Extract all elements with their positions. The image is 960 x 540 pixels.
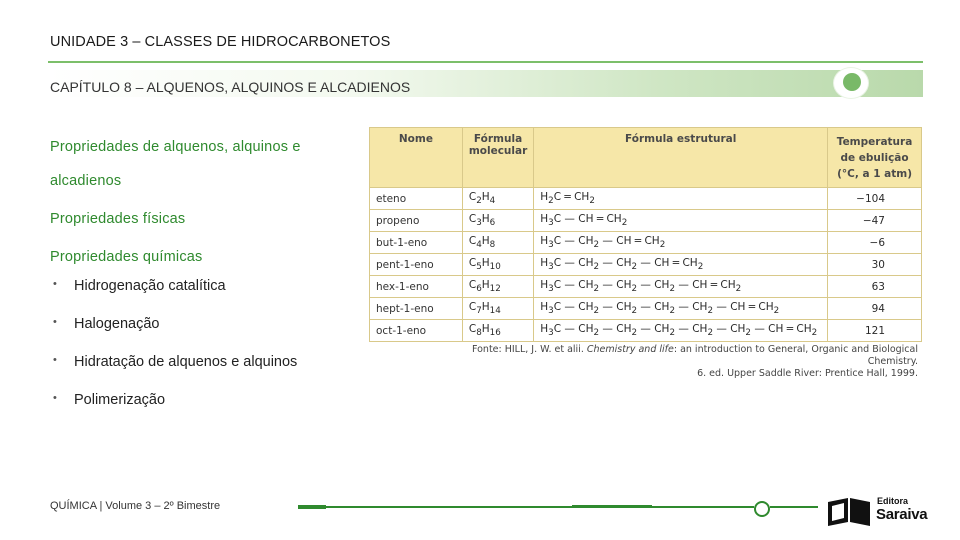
book-logo-icon	[826, 496, 872, 526]
cell-structural-formula: $H_2C$ ═ $CH_2$	[534, 188, 828, 210]
bullet-text: Halogenação	[74, 316, 160, 332]
cell-structural-formula: $H_3C$ — $CH_2$ — $CH_2$ — $CH_2$ — CH ═ $CH_2$	[534, 276, 828, 298]
bullet-text: Polimerização	[74, 392, 166, 408]
chapter-title: CAPÍTULO 8 – ALQUENOS, ALQUINOS E ALCADIENOS	[50, 79, 411, 95]
footer-rule-accent	[572, 505, 652, 508]
header-structural-formula: Fórmula estrutural	[534, 128, 828, 188]
table-header-row	[370, 128, 922, 188]
header-boiling-point: Temperatura de ebulição (°C, a 1 atm)	[828, 128, 922, 188]
cell-structural-formula: $H_3C$ — $CH_2$ — $CH_2$ — $CH_2$ — $CH_2$ — CH ═ $CH_2$	[534, 298, 828, 320]
cell-boiling-point: 94	[828, 298, 922, 320]
footer-text: QUÍMICA | Volume 3 – 2º Bimestre	[50, 500, 221, 512]
cell-name: pent-1-eno	[370, 254, 463, 276]
cell-boiling-point: 63	[828, 276, 922, 298]
footer-circle-icon	[754, 501, 770, 517]
cell-molecular-formula: $C_4H_8$	[462, 232, 533, 254]
source-title: Chemistry and life	[586, 344, 674, 355]
header-name: Nome	[370, 128, 463, 188]
bullet-icon: •	[53, 392, 57, 404]
cell-structural-formula: $H_3C$ — $CH_2$ — CH ═ $CH_2$	[534, 232, 828, 254]
cell-boiling-point: 30	[828, 254, 922, 276]
source-line2: 6. ed. Upper Saddle River: Prentice Hall, 1999.	[697, 368, 918, 379]
topics-column	[50, 130, 350, 276]
unit-title: UNIDADE 3 – CLASSES DE HIDROCARBONETOS	[50, 34, 391, 50]
bullet-icon: •	[53, 278, 57, 290]
table-row	[370, 298, 922, 320]
source-rest: : an introduction to General, Organic and Biological Chemistry.	[673, 344, 918, 367]
topic-chemical-properties: Propriedades químicas	[50, 249, 203, 265]
table-row	[370, 232, 922, 254]
cell-name: eteno	[370, 188, 463, 210]
source-prefix: Fonte: HILL, J. W. et alii.	[471, 344, 587, 355]
cell-boiling-point: −104	[828, 188, 922, 210]
cell-structural-formula: $H_3C$ — CH ═ $CH_2$	[534, 210, 828, 232]
cell-name: propeno	[370, 210, 463, 232]
cell-name: but-1-eno	[370, 232, 463, 254]
table-row	[370, 276, 922, 298]
topic-physical-properties: Propriedades físicas	[50, 211, 186, 227]
cell-molecular-formula: $C_3H_6$	[462, 210, 533, 232]
header-molecular-formula: Fórmula molecular	[462, 128, 533, 188]
footer-rule-end	[770, 506, 818, 508]
logo-saraiva: Saraiva	[876, 506, 928, 523]
footer-rule-accent	[298, 505, 326, 509]
topic-title: Propriedades de alquenos, alquinos e alcadienos	[50, 139, 301, 189]
cell-structural-formula: $H_3C$ — $CH_2$ — $CH_2$ — CH ═ $CH_2$	[534, 254, 828, 276]
bullet-text: Hidrogenação catalítica	[74, 278, 226, 294]
bullet-icon: •	[53, 354, 57, 366]
table-row	[370, 210, 922, 232]
cell-molecular-formula: $C_8H_{16}$	[462, 320, 533, 342]
cell-name: hept-1-eno	[370, 298, 463, 320]
cell-name: oct-1-eno	[370, 320, 463, 342]
cell-molecular-formula: $C_7H_{14}$	[462, 298, 533, 320]
footer-rule	[298, 506, 754, 508]
table-row	[370, 254, 922, 276]
cell-structural-formula: $H_3C$ — $CH_2$ — $CH_2$ — $CH_2$ — $CH_2$ — $CH_2$ — CH ═ $CH_2$	[534, 320, 828, 342]
cell-name: hex-1-eno	[370, 276, 463, 298]
table-row	[370, 320, 922, 342]
table-source	[440, 344, 918, 380]
unit-divider	[48, 61, 923, 63]
table-row	[370, 188, 922, 210]
cell-molecular-formula: $C_6H_{12}$	[462, 276, 533, 298]
cell-molecular-formula: $C_2H_4$	[462, 188, 533, 210]
bullet-icon: •	[53, 316, 57, 328]
bullet-text: Hidratação de alquenos e alquinos	[74, 354, 298, 370]
cell-boiling-point: −47	[828, 210, 922, 232]
chapter-dot-icon	[843, 73, 861, 91]
cell-molecular-formula: $C_5H_{10}$	[462, 254, 533, 276]
alkene-table	[369, 127, 922, 342]
logo-editora: Editora	[877, 496, 909, 506]
cell-boiling-point: 121	[828, 320, 922, 342]
cell-boiling-point: −6	[828, 232, 922, 254]
